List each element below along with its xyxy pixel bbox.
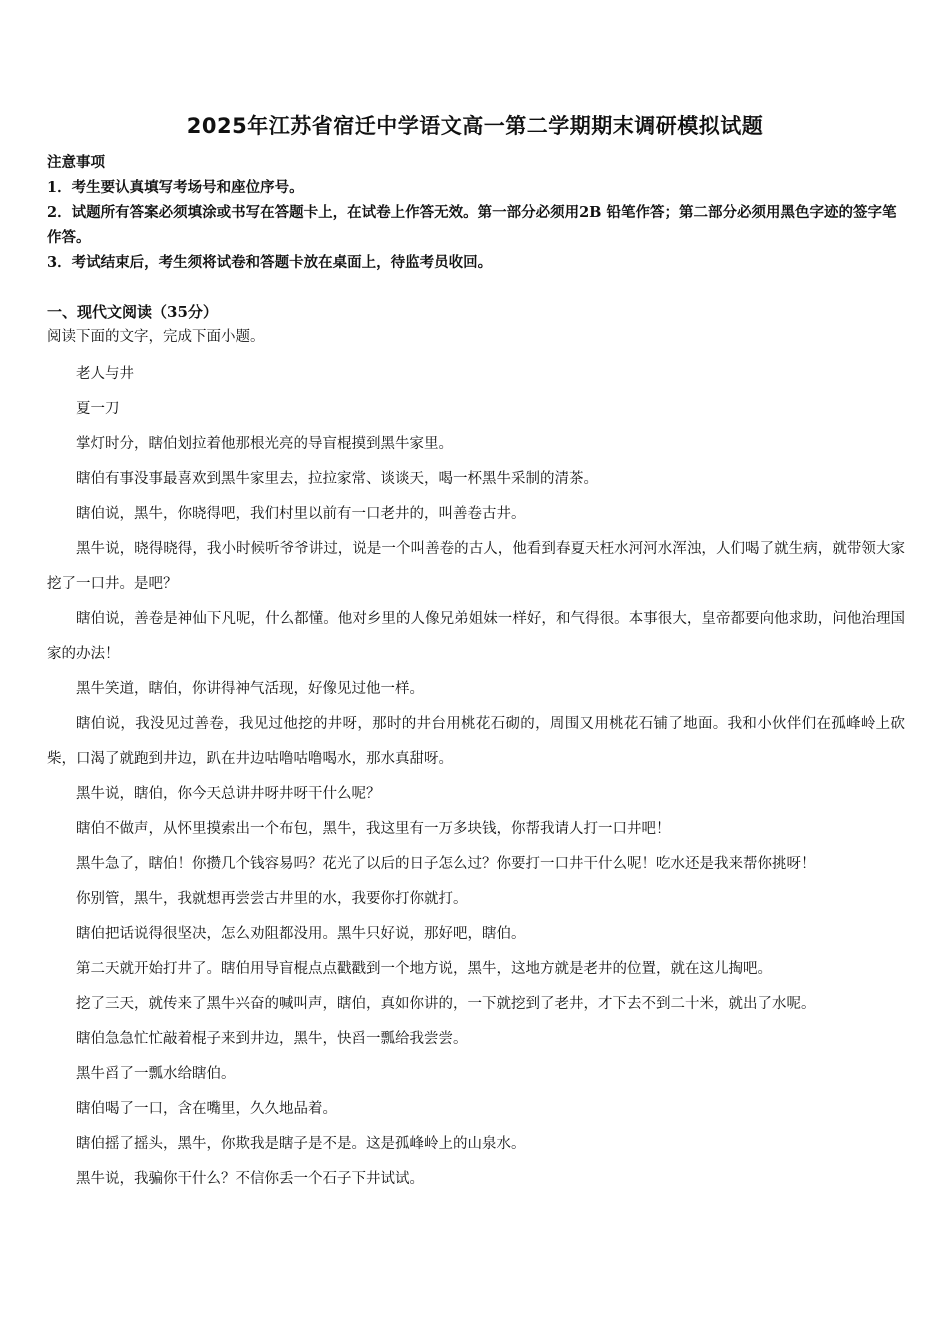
passage-paragraph: 黑牛说，我骗你干什么？不信你丢一个石子下井试试。 [76, 1171, 424, 1187]
passage-paragraph: 瞎伯有事没事最喜欢到黑牛家里去，拉拉家常、谈谈天，喝一杯黑牛采制的清茶。 [76, 471, 598, 487]
notice-item: 2．试题所有答案必须填涂或书写在答题卡上，在试卷上作答无效。第一部分必须用2B 铅笔作答；第二部分必须用黑色字迹的签字笔作答。 [47, 204, 897, 246]
passage-paragraph: 你别管，黑牛，我就想再尝尝古井里的水，我要你打你就打。 [76, 891, 468, 907]
passage-paragraph: 瞎伯说，善卷是神仙下凡呢，什么都懂。他对乡里的人像兄弟姐妹一样好，和气得很。本事很大，皇帝都要向他求助，问他治理国家的办法！ [47, 611, 905, 662]
reading-instruction: 阅读下面的文字，完成下面小题。 [47, 329, 265, 345]
passage-paragraph: 瞎伯急急忙忙敲着棍子来到井边，黑牛，快舀一瓢给我尝尝。 [76, 1031, 468, 1047]
reading-passage [47, 357, 905, 1197]
notice-heading: 注意事项 [47, 154, 105, 171]
passage-paragraph: 瞎伯说，黑牛，你晓得吧，我们村里以前有一口老井的，叫善卷古井。 [76, 506, 526, 522]
passage-paragraph: 瞎伯说，我没见过善卷，我见过他挖的井呀，那时的井台用桃花石砌的，周围又用桃花石铺了地面。我和小伙伴们在孤峰岭上砍柴，口渴了就跑到井边，趴在井边咕噜咕噜喝水，那水真甜呀。 [47, 716, 905, 767]
passage-paragraph: 瞎伯不做声，从怀里摸索出一个布包，黑牛，我这里有一万多块钱，你帮我请人打一口井吧！ [76, 821, 671, 837]
notice-item: 3．考试结束后，考生须将试卷和答题卡放在桌面上，待监考员收回。 [47, 254, 493, 271]
section-heading: 一、现代文阅读（35分） [47, 303, 218, 321]
passage-paragraph: 挖了三天，就传来了黑牛兴奋的喊叫声，瞎伯，真如你讲的，一下就挖到了老井，才下去不到二十米，就出了水呢。 [76, 996, 816, 1012]
passage-paragraph: 黑牛说，瞎伯，你今天总讲井呀井呀干什么呢？ [76, 786, 381, 802]
notice-block [47, 150, 907, 275]
passage-paragraph: 黑牛急了，瞎伯！你攒几个钱容易吗？花光了以后的日子怎么过？你要打一口井干什么呢！吃水还是我来帮你挑呀！ [76, 856, 816, 872]
passage-paragraph: 黑牛说，晓得晓得，我小时候听爷爷讲过，说是一个叫善卷的古人，他看到春夏天枉水河河水浑浊，人们喝了就生病，就带领大家挖了一口井。是吧？ [47, 541, 905, 592]
passage-paragraph: 瞎伯把话说得很坚决，怎么劝阻都没用。黑牛只好说，那好吧，瞎伯。 [76, 926, 526, 942]
notice-item: 1．考生要认真填写考场号和座位序号。 [47, 179, 304, 196]
passage-author: 夏一刀 [76, 401, 120, 417]
passage-paragraph: 黑牛笑道，瞎伯，你讲得神气活现，好像见过他一样。 [76, 681, 424, 697]
passage-paragraph: 黑牛舀了一瓢水给瞎伯。 [76, 1066, 236, 1082]
passage-paragraph: 第二天就开始打井了。瞎伯用导盲棍点点戳戳到一个地方说，黑牛，这地方就是老井的位置，就在这儿掏吧。 [76, 961, 772, 977]
passage-paragraph: 瞎伯摇了摇头，黑牛，你欺我是瞎子是不是。这是孤峰岭上的山泉水。 [76, 1136, 526, 1152]
passage-title: 老人与井 [76, 366, 134, 382]
document-title: 2025年江苏省宿迁中学语文高一第二学期期末调研模拟试题 [186, 114, 764, 138]
passage-paragraph: 瞎伯喝了一口，含在嘴里，久久地品着。 [76, 1101, 337, 1117]
passage-paragraph: 掌灯时分，瞎伯划拉着他那根光亮的导盲棍摸到黑牛家里。 [76, 436, 453, 452]
